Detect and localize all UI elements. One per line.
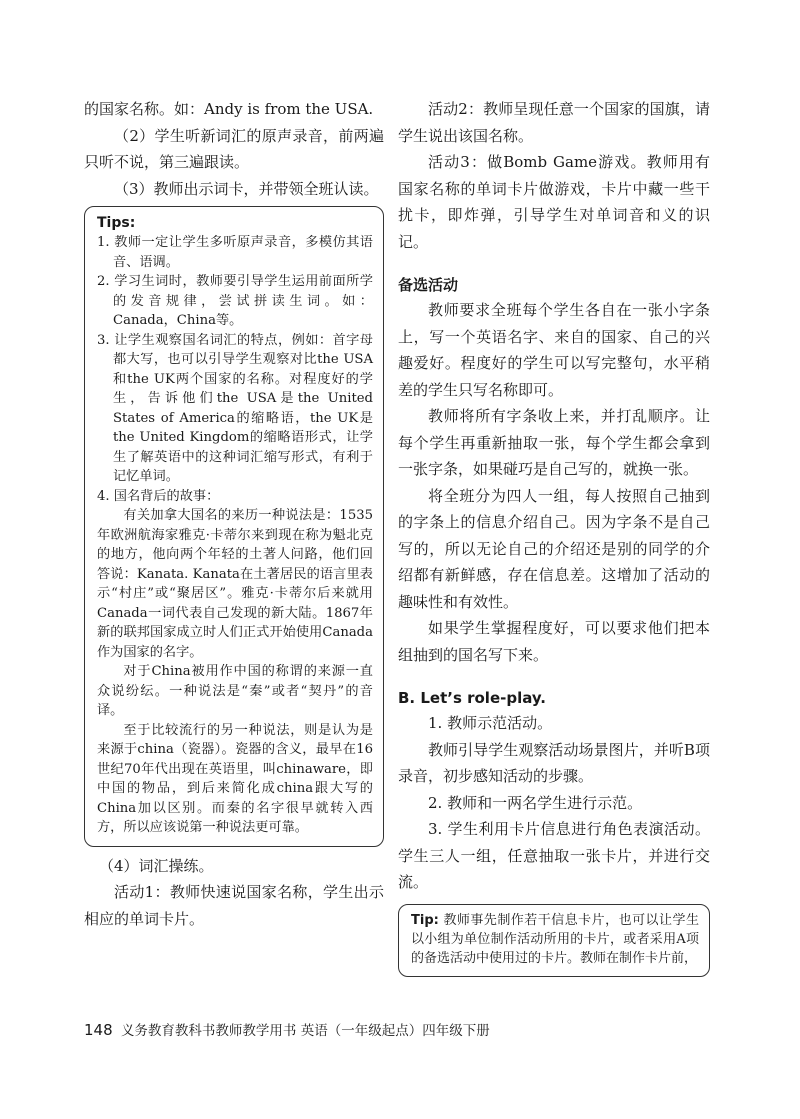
tip-body: 教师事先制作若干信息卡片，也可以让学生以小组为单位制作活动所用的卡片，或者采用A项的备选活动中使用过的卡片。教师在制作卡片前， [411, 912, 699, 966]
tip-box [398, 904, 710, 977]
story-paragraph: 有关加拿大国名的来历一种说法是：1535年欧洲航海家雅克·卡蒂尔来到现在称为魁北克的地方，他向两个年轻的土著人问路，他们回答说：Kanata. Kanata在土著居民的语言里表示“村庄”或“聚居区”。雅克·卡蒂尔后来就用Canada一词代表自己发现的新大陆。1867年新的联邦国家成立时人们正式开始使用Canada作为国家的名字。 [97, 508, 373, 660]
paragraph: 教师将所有字条收上来，并打乱顺序。让每个学生再重新抽取一张，每个学生都会拿到一张字条，如果碰巧是自己写的，就换一张。 [398, 407, 710, 478]
paragraph: 教师引导学生观察活动场景图片，并听B项录音，初步感知活动的步骤。 [398, 740, 710, 785]
tip-item-4: 4. 国名背后的故事： [97, 488, 220, 504]
paragraph: 如果学生掌握程度好，可以要求他们把本组抽到的国名写下来。 [398, 619, 710, 664]
story-paragraph: 对于China被用作中国的称谓的来源一直众说纷纭。一种说法是“秦”或者“契丹”的音译。 [97, 664, 373, 718]
tips-title: Tips: [97, 215, 136, 231]
paragraph: 2. 教师和一两名学生进行示范。 [428, 793, 643, 812]
tip-item-2: 2. 学习生词时，教师要引导学生运用前面所学的发音规律，尝试拼读生词。如：Canada，China等。 [97, 274, 373, 328]
paragraph: 活动1：教师快速说国家名称，学生出示相应的单词卡片。 [84, 883, 384, 928]
right-column [398, 96, 710, 977]
section-heading: B. Let’s role-play. [398, 689, 546, 707]
paragraph: 活动2：教师呈现任意一个国家的国旗，请学生说出该国名称。 [398, 100, 710, 145]
paragraph: 教师要求全班每个学生各自在一张小字条上，写一个英语名字、来自的国家、自己的兴趣爱好。程度好的学生可以写完整句，水平稍差的学生只写名称即可。 [398, 301, 710, 399]
paragraph: 活动3：做Bomb Game游戏。教师用有国家名称的单词卡片做游戏，卡片中藏一些干扰卡，即炸弹，引导学生对单词音和义的识记。 [398, 153, 710, 251]
section-heading: 备选活动 [398, 276, 459, 294]
tip-text [411, 911, 699, 968]
left-column [84, 96, 384, 932]
paragraph: 1. 教师示范活动。 [428, 714, 553, 732]
tips-box [84, 206, 384, 847]
paragraph: 将全班分为四人一组，每人按照自己抽到的字条上的信息介绍自己。因为字条不是自己写的，所以无论自己的介绍还是别的同学的介绍都有新鲜感，存在信息差。这增加了活动的趣味性和有效性。 [398, 486, 710, 611]
tip-item-1: 1. 教师一定让学生多听原声录音，多模仿其语音、语调。 [97, 235, 373, 270]
tip-label: Tip: [411, 912, 439, 928]
tip-item-3: 3. 让学生观察国名词汇的特点，例如：首字母都大写，也可以引导学生观察对比the USA和the UK两个国家的名称。对程度好的学生，告诉他们the USA是the United States of America的缩略语，the UK是the United Kingdom的缩略语形式，让学生了解英语中的这种词汇缩写形式，有利于记忆单词。 [97, 332, 373, 484]
page-footer [84, 1020, 490, 1041]
book-title: 义务教育教科书教师教学用书 英语（一年级起点）四年级下册 [120, 1023, 490, 1039]
story-paragraph: 至于比较流行的另一种说法，则是认为是来源于china（瓷器）。瓷器的含义，最早在16世纪70年代出现在英语里，叫chinaware，即中国的物品，到后来简化成china跟大写的China加以区别。而秦的名字很早就转入西方，所以应该说第一种说法更可靠。 [97, 722, 373, 835]
paragraph: 的国家名称。如：Andy is from the USA. [84, 100, 374, 118]
paragraph: 3. 学生利用卡片信息进行角色表演活动。学生三人一组，任意抽取一张卡片，并进行交流。 [398, 820, 710, 891]
paragraph: （2）学生听新词汇的原声录音，前两遍只听不说，第三遍跟读。 [84, 126, 384, 171]
page-number: 148 [84, 1021, 113, 1039]
paragraph: （3）教师出示词卡，并带领全班认读。 [114, 179, 379, 198]
paragraph: （4）词汇操练。 [99, 856, 214, 875]
